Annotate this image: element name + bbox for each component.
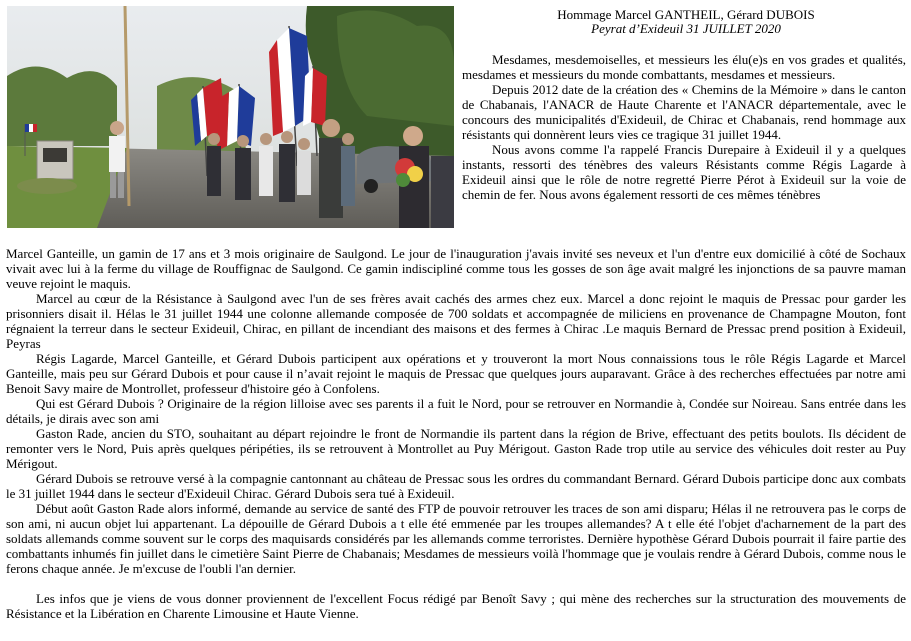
paragraph: Nous avons comme l'a rappelé Francis Durepaire à Exideuil il y a quelques instants, ressorti des ténèbres des valeurs Résistants comme Régis Lagarde à Exideuil ainsi que le rôle de notre regretté Pierre Pérot à Exideuil sur la voie de chemin de fer. Nous avons également ressorti de ces mêmes ténèbres bbox=[462, 142, 906, 202]
paragraph: Marcel Ganteille, un gamin de 17 ans et 3 mois originaire de Saulgond. Le jour de l'inauguration j'avais invité ses neveux et l'un d'entre eux domicilié à côté de Sochaux vivait avec lui à la ferme du village de Rouffignac de Saulgond. Ce gamin indiscipliné comme tous les gosses de son âge avait malgré les injonctions de sa pauvre maman veuve rejoint le maquis. bbox=[6, 246, 906, 291]
paragraph: Depuis 2012 date de la création des « Chemins de la Mémoire » dans le canton de Chabanais, l'ANACR de Haute Charente et l'ANACR départementale, avec le concours des municipalités d'Exideuil, de Chirac et Chabanais, rend hommage aux résistants qui donnèrent leurs vies ce tragique 31 juillet 1944. bbox=[462, 82, 906, 142]
paragraph: Les infos que je viens de vous donner proviennent de l'excellent Focus rédigé par Benoît Savy ; qui mène des recherches sur la structuration des mouvements de Résistance et la Libération en Charente Limousine et Haute Vienne. bbox=[6, 591, 906, 621]
ceremony-photo bbox=[7, 6, 454, 228]
main-text bbox=[6, 246, 906, 621]
side-column bbox=[462, 52, 906, 202]
paragraph: Qui est Gérard Dubois ? Originaire de la région lilloise avec ses parents il a fuit le Nord, pour se retrouver en Normandie à, Condée sur Noireau. Sans entrée dans les détails, je dirais avec son ami bbox=[6, 396, 906, 426]
place-date: Peyrat d’Exideuil 31 JUILLET 2020 bbox=[591, 21, 781, 36]
paragraph: Gaston Rade, ancien du STO, souhaitant au départ rejoindre le front de Normandie ils partent dans la région de Brive, effectuant des petits boulots. Ils décident de remonter vers le Nord, Puis après quelques péripéties, ils se retrouvent à Montrollet au Puy Mérigout. Gaston Rade trop utile au service des véhicules doit rester au Puy Mérigout. bbox=[6, 426, 906, 471]
document-title: Hommage Marcel GANTHEIL, Gérard DUBOIS bbox=[557, 7, 815, 22]
paragraph: Régis Lagarde, Marcel Ganteille, et Gérard Dubois participent aux opérations et y trouveront la mort Nous connaissions tous le rôle Régis Lagarde et Marcel Ganteille, mais peu sur Gérard Dubois et pour cause il n’avait rejoint le maquis de Pressac que quelques jours auparavant. Grâce à des recherches effectuées par notre ami Benoit Savy maire de Montrollet, professeur d'histoire géo à Confolens. bbox=[6, 351, 906, 396]
paragraph: Début août Gaston Rade alors informé, demande au service de santé des FTP de pouvoir retrouver les traces de son ami disparu; Hélas il ne retrouvera pas le corps de son ami, ni aucun objet lui appartenant. La dépouille de Gérard Dubois a t elle été emmenée par les troupes allemandes? A t elle été l'objet d'acharnement de la part des soldats allemands comme souvent sur le corps des maquisards considérés par les allemands comme terroristes. Dernière hypothèse Gérard Dubois pourrait il faire partie des combattants inhumés fin juillet dans le cimetière Saint Pierre de Chabanais; Mesdames de messieurs voilà l'hommage que je voulais rendre à Gérard Dubois, comme nous le ferons chaque année. Je m'excuse de l'oubli l'an dernier. bbox=[6, 501, 906, 576]
paragraph: Marcel au cœur de la Résistance à Saulgond avec l'un de ses frères avait cachés des armes chez eux. Marcel a donc rejoint le maquis de Pressac pour garder les prisonniers disait il. Hélas le 31 juillet 1944 une colonne allemande composée de 700 soldats et accompagnée de miliciens en provenance de Champagne Mouton, font régnaient la terreur dans le secteur Exideuil, Chirac, en pillant de incendiant des maisons et des fermes à Chirac .Le maquis Bernard de Pressac prend position à Exideuil, Peyras bbox=[6, 291, 906, 351]
paragraph: Gérard Dubois se retrouve versé à la compagnie cantonnant au château de Pressac sous les ordres du commandant Bernard. Gérard Dubois participe donc aux combats le 31 juillet 1944 dans le secteur d'Exideuil Chirac. Gérard Dubois sera tué à Exideuil. bbox=[6, 471, 906, 501]
paragraph: Mesdames, mesdemoiselles, et messieurs les élu(e)s en vos grades et qualités, mesdames et messieurs du monde combattants, mesdames et messieurs. bbox=[462, 52, 906, 82]
document-header bbox=[466, 8, 906, 36]
